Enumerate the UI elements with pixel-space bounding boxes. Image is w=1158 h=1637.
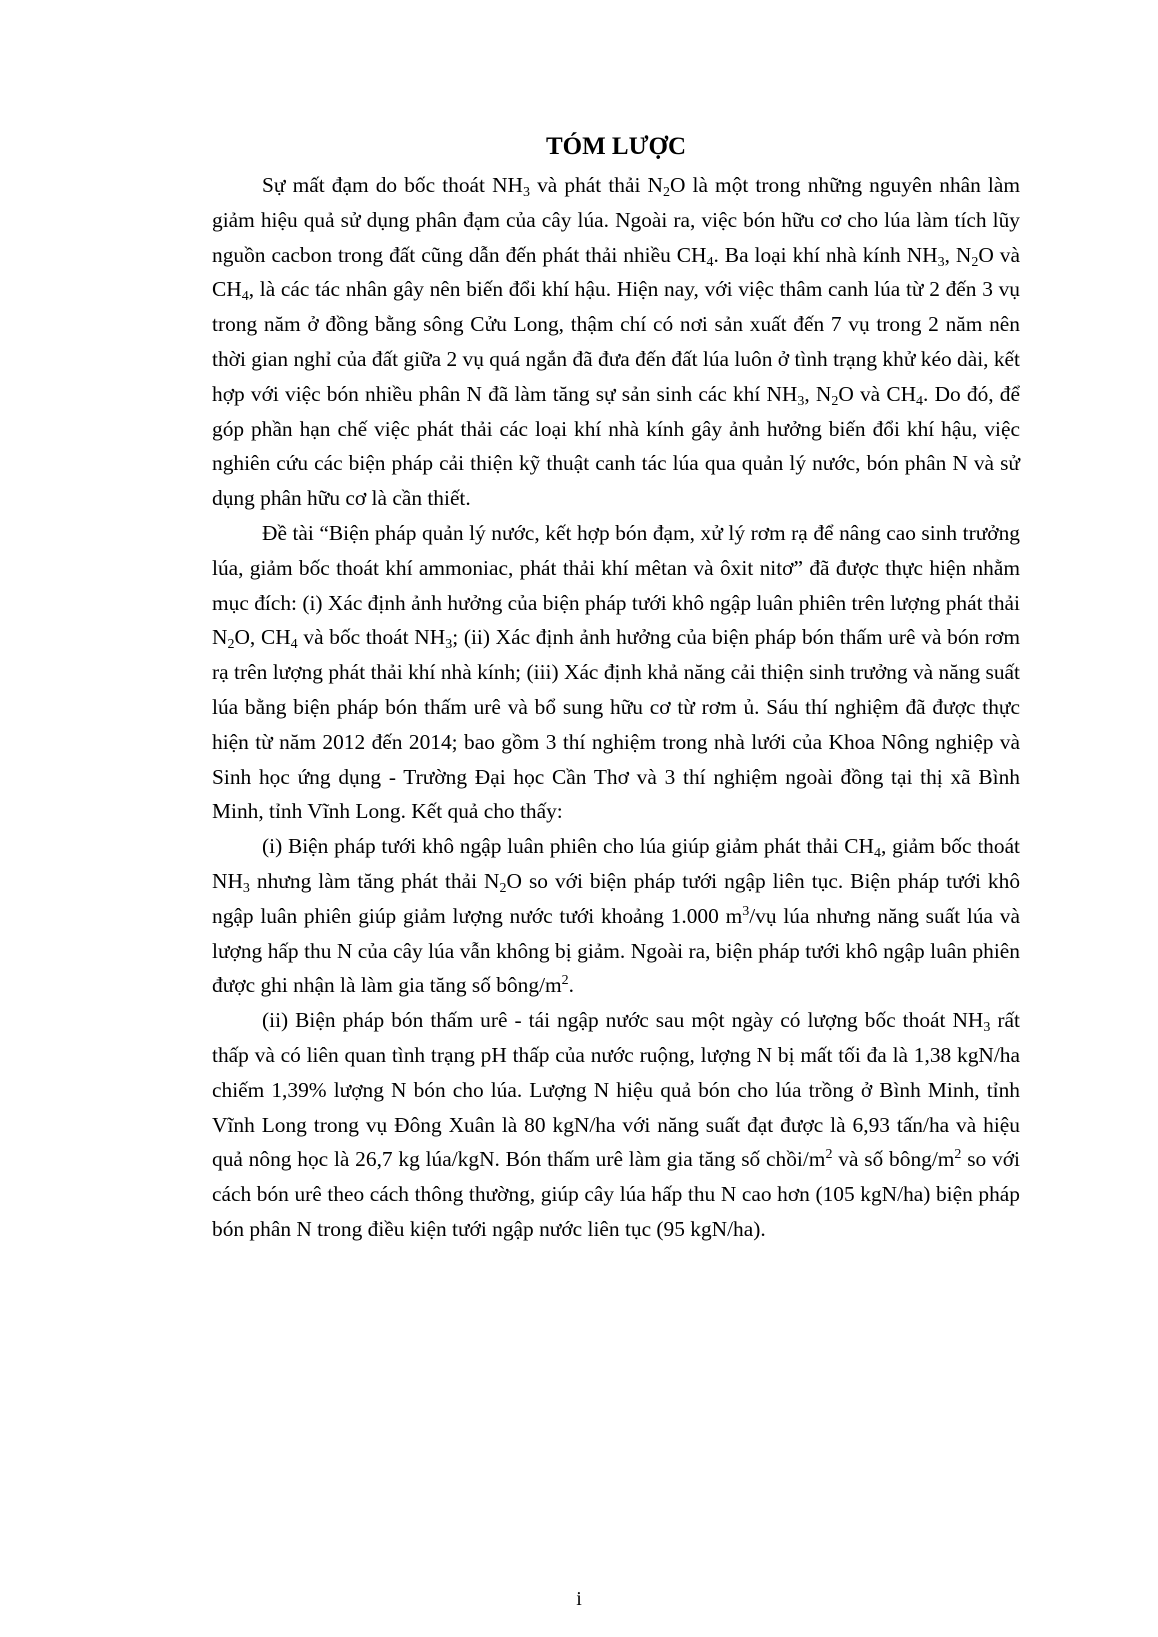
text-run: , là các tác nhân gây nên biến đổi khí hậu. Hiện nay, với việc thâm canh lúa từ 2 đến 3 vụ trong năm ở đồng bằng sông Cửu Long, thậm chí có nơi sản xuất đến 7 vụ trong 2 năm nên thời gian nghỉ của đất giữa 2 vụ quá ngắn đã đưa đến đất lúa luôn ở tình trạng khử kéo dài, kết hợp với việc bón nhiều phân N đã làm tăng sự sản sinh các khí NH <box>212 277 1020 406</box>
text-run: (ii) Biện pháp bón thấm urê - tái ngập nước sau một ngày có lượng bốc thoát NH <box>262 1008 984 1033</box>
text-run: (i) Biện pháp tưới khô ngập luân phiên cho lúa giúp giảm phát thải CH <box>262 834 874 859</box>
page-number: i <box>576 1588 582 1610</box>
text-run: so với cách bón urê theo cách thông thường, giúp cây lúa hấp thu N cao hơn (105 kgN/ha) biện pháp bón phân N trong điều kiện tưới ngập nước liên tục (95 kgN/ha). <box>212 1147 1020 1241</box>
paragraph-result-i <box>212 829 1020 1003</box>
text-run: /vụ lúa nhưng năng suất lúa và lượng hấp thu N của cây lúa vẫn không bị giảm. Ngoài ra, biện pháp tưới khô ngập luân phiên được ghi nhận là làm gia tăng số bông/m <box>212 903 1020 998</box>
page-title: TÓM LƯỢC <box>545 133 687 160</box>
text-run: Đề tài “Biện pháp quản lý nước, kết hợp bón đạm, xử lý rơm rạ để nâng cao sinh trưởng lúa, giảm bốc thoát khí ammoniac, phát thải khí mêtan và ôxit nitơ” đã được thực hiện nhằm mục đích: (i) Xác định ảnh hưởng của biện pháp tưới khô ngập luân phiên trên lượng phát thải N <box>212 520 1020 650</box>
text-run: O là một trong những nguyên nhân làm giảm hiệu quả sử dụng phân đạm của cây lúa. Ngoài ra, việc bón hữu cơ cho lúa làm tích lũy nguồn cacbon trong đất cũng dẫn đến phát thải nhiều CH <box>212 173 1021 267</box>
text-run: Sự mất đạm do bốc thoát NH <box>262 173 523 197</box>
paragraph-objectives <box>212 516 1020 829</box>
subscript: 4 <box>290 637 298 653</box>
text-run: , N <box>804 381 832 406</box>
subscript: 4 <box>241 289 249 305</box>
text-run: . Ba loại khí nhà kính NH <box>713 242 938 267</box>
paragraph-intro <box>212 168 1020 516</box>
subscript: 4 <box>873 846 881 862</box>
text-run: . <box>568 973 575 998</box>
text-run: O và CH <box>212 242 1020 302</box>
subscript: 2 <box>499 880 507 896</box>
document-page <box>212 126 1020 1247</box>
text-run: ; (ii) Xác định ảnh hưởng của biện pháp bón thấm urê và bón rơm rạ trên lượng phát thải khí nhà kính; (iii) Xác định khả năng cải thiện sinh trưởng và năng suất lúa bằng biện pháp bón thấm urê và bổ sung hữu cơ từ rơm ủ. Sáu thí nghiệm đã được thực hiện từ năm 2012 đến 2014; bao gồm 3 thí nghiệm trong nhà lưới của Khoa Nông nghiệp và Sinh học ứng dụng - Trường Đại học Cần Thơ và 3 thí nghiệm ngoài đồng tại thị xã Bình Minh, tỉnh Vĩnh Long. Kết quả cho thấy: <box>212 625 1020 824</box>
subscript: 3 <box>522 185 530 200</box>
subscript: 3 <box>797 393 805 409</box>
superscript: 2 <box>561 973 569 989</box>
text-run: , N <box>944 242 972 267</box>
text-run: rất thấp và có liên quan tình trạng pH thấp của nước ruộng, lượng N bị mất tối đa là 1,38 kgN/ha chiếm 1,39% lượng N bón cho lúa. Lượng N hiệu quả bón cho lúa trồng ở Bình Minh, tỉnh Vĩnh Long trong vụ Đông Xuân là 80 kgN/ha với năng suất đạt được là 6,93 tấn/ha và hiệu quả nông học là 26,7 kg lúa/kgN. Bón thấm urê làm gia tăng số chồi/m <box>212 1008 1020 1172</box>
subscript: 2 <box>662 185 670 200</box>
text-run: và phát thải N <box>529 173 663 197</box>
subscript: 3 <box>445 637 453 653</box>
subscript: 2 <box>227 637 235 653</box>
superscript: 3 <box>742 903 750 919</box>
subscript: 3 <box>937 254 945 270</box>
subscript: 2 <box>971 254 979 270</box>
superscript: 2 <box>954 1147 962 1163</box>
paragraph-result-ii <box>212 1003 1020 1247</box>
text-run: O và CH <box>838 381 917 406</box>
superscript: 2 <box>825 1147 833 1163</box>
text-run: O so với biện pháp tưới ngập liên tục. Biện pháp tưới khô ngập luân phiên giúp giảm lượng nước tưới khoảng 1.000 m <box>212 868 1021 928</box>
text-run: và số bông/m <box>832 1147 955 1172</box>
text-run: nhưng làm tăng phát thải N <box>249 868 500 893</box>
text-run: và bốc thoát NH <box>297 625 446 650</box>
subscript: 3 <box>983 1020 991 1036</box>
text-run: O, CH <box>234 625 291 650</box>
text-run: , giảm bốc thoát NH <box>212 834 1021 893</box>
subscript: 3 <box>242 880 250 896</box>
text-run: . Do đó, để góp phần hạn chế việc phát thải các loại khí nhà kính gây ảnh hưởng biến đổi khí hậu, việc nghiên cứu các biện pháp cải thiện kỹ thuật canh tác lúa qua quản lý nước, bón phân N và sử dụng phân hữu cơ là cần thiết. <box>212 381 1020 511</box>
subscript: 4 <box>916 393 924 409</box>
subscript: 4 <box>706 254 714 270</box>
subscript: 2 <box>831 393 839 409</box>
